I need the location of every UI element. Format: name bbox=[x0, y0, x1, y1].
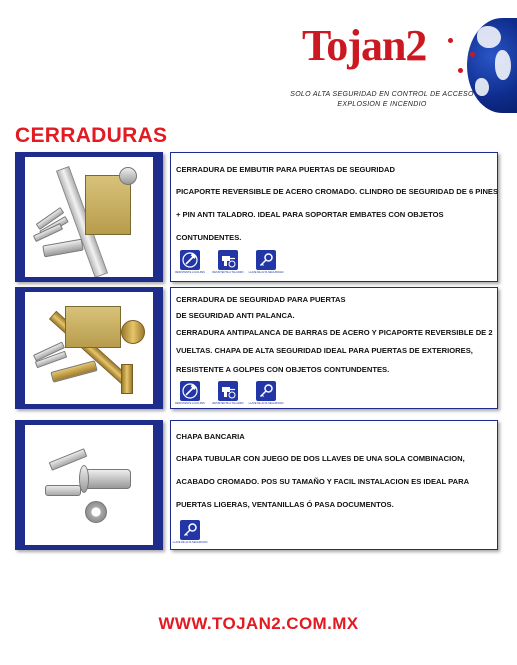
feature-badges bbox=[175, 250, 284, 274]
brand-logo bbox=[280, 18, 517, 113]
product-text-line: CHAPA TUBULAR CON JUEGO DE DOS LLAVES DE UNA SOLA COMBINACION, bbox=[176, 454, 465, 463]
feature-badge-impact bbox=[176, 381, 204, 405]
section-title: CERRADURAS bbox=[15, 124, 168, 147]
product-row-mortise-lock bbox=[15, 152, 498, 282]
feature-badge-drill bbox=[214, 381, 242, 405]
product-row-anti-lever-lock bbox=[15, 287, 498, 409]
feature-badges bbox=[175, 381, 284, 405]
feature-badge-key bbox=[172, 520, 208, 544]
product-text-line: ACABADO CROMADO. POS SU TAMAÑO Y FACIL INSTALACION ES IDEAL PARA bbox=[176, 477, 470, 486]
product-row-bank-lock bbox=[15, 420, 498, 550]
hammer-icon bbox=[180, 381, 200, 401]
feature-badge-impact bbox=[176, 250, 204, 274]
product-image-panel bbox=[15, 152, 163, 282]
product-text-line: CERRADURA ANTIPALANCA DE BARRAS DE ACERO Y PICAPORTE REVERSIBLE DE 2 bbox=[176, 328, 493, 337]
key-icon bbox=[256, 250, 276, 270]
product-text-line: CERRADURA DE SEGURIDAD PARA PUERTAS bbox=[176, 295, 346, 304]
tagline-line-1: SOLO ALTA SEGURIDAD EN CONTROL DE ACCESO bbox=[290, 91, 474, 98]
badge-caption: RESISTENTE A GOLPES bbox=[175, 402, 205, 405]
product-description-box bbox=[170, 420, 498, 550]
feature-badge-key bbox=[248, 250, 284, 274]
product-text-line: DE SEGURIDAD ANTI PALANCA. bbox=[176, 311, 295, 320]
product-text-line: CONTUNDENTES. bbox=[176, 233, 242, 242]
product-image-panel bbox=[15, 287, 163, 409]
product-text-line: + PIN ANTI TALADRO. IDEAL PARA SOPORTAR EMBATES CON OBJETOS bbox=[176, 210, 444, 219]
product-text-line: PICAPORTE REVERSIBLE DE ACERO CROMADO. CLINDRO DE SEGURIDAD DE 6 PINES bbox=[176, 187, 499, 196]
product-image-mortise-lock bbox=[25, 157, 153, 277]
brand-name: Tojan2 bbox=[302, 21, 427, 70]
product-text-line: RESISTENTE A GOLPES CON OBJETOS CONTUNDENTES. bbox=[176, 365, 390, 374]
drill-icon bbox=[218, 250, 238, 270]
badge-caption: LLAVE DE ALTA SEGURIDAD bbox=[172, 541, 208, 544]
product-image-anti-lever-lock bbox=[25, 292, 153, 404]
badge-caption: RESISTENTE A TALADRO bbox=[212, 402, 244, 405]
feature-badge-key bbox=[248, 381, 284, 405]
product-text-line: CHAPA BANCARIA bbox=[176, 432, 245, 441]
product-image-bank-lock bbox=[25, 425, 153, 545]
product-text-line: PUERTAS LIGERAS, VENTANILLAS Ó PASA DOCUMENTOS. bbox=[176, 500, 394, 509]
product-image-panel bbox=[15, 420, 163, 550]
product-text-line: VUELTAS. CHAPA DE ALTA SEGURIDAD IDEAL PARA PUERTAS DE EXTERIORES, bbox=[176, 346, 473, 355]
badge-caption: LLAVE DE ALTA SEGURIDAD bbox=[248, 402, 284, 405]
website-link[interactable]: WWW.TOJAN2.COM.MX bbox=[158, 614, 359, 633]
tagline-line-2: EXPLOSION E INCENDIO bbox=[337, 101, 427, 108]
badge-caption: LLAVE DE ALTA SEGURIDAD bbox=[248, 271, 284, 274]
product-description-box bbox=[170, 152, 498, 282]
badge-caption: RESISTENTE A GOLPES bbox=[175, 271, 205, 274]
feature-badges bbox=[172, 520, 208, 544]
product-text-line: CERRADURA DE EMBUTIR PARA PUERTAS DE SEGURIDAD bbox=[176, 165, 395, 174]
badge-caption: RESISTENTE A TALADRO bbox=[212, 271, 244, 274]
key-icon bbox=[180, 520, 200, 540]
key-icon bbox=[256, 381, 276, 401]
feature-badge-drill bbox=[214, 250, 242, 274]
drill-icon bbox=[218, 381, 238, 401]
hammer-icon bbox=[180, 250, 200, 270]
product-description-box bbox=[170, 287, 498, 409]
brand-tagline bbox=[282, 90, 482, 110]
